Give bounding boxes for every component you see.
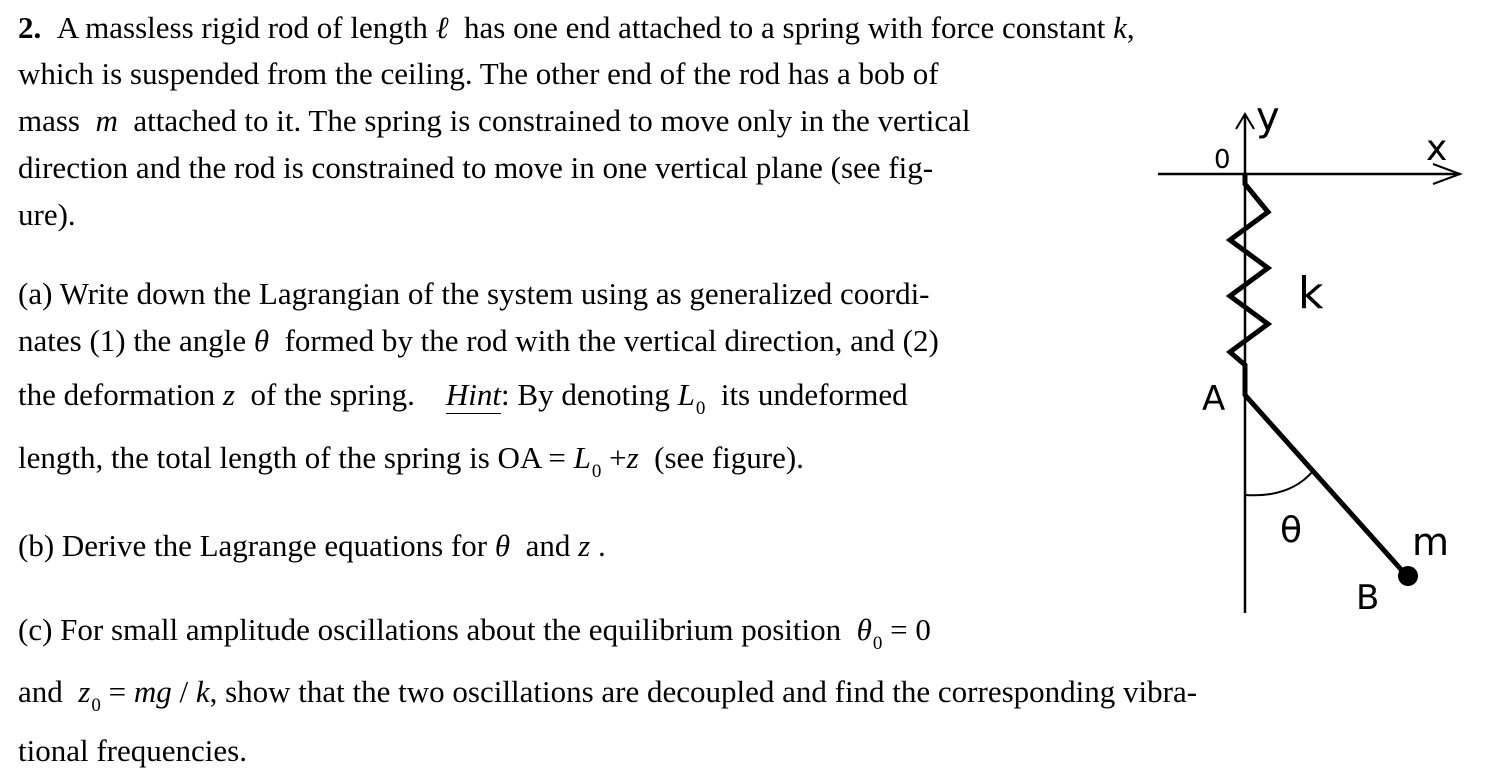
text: its undeformed — [720, 377, 908, 412]
text: (b) Derive the Lagrange equations for — [18, 528, 488, 563]
text: , — [1126, 10, 1135, 45]
part-a-line-2 — [18, 325, 939, 356]
text: (c) For small amplitude oscillations about the equilibrium position — [18, 612, 842, 647]
point-b-label: B — [1356, 578, 1380, 618]
spring-constant-label: k — [1298, 268, 1324, 319]
symbol-L: L — [573, 440, 591, 475]
rod — [1245, 395, 1406, 575]
part-c-line-2 — [18, 674, 1198, 716]
symbol-mg: mg — [133, 674, 172, 709]
text: : By denoting — [501, 377, 670, 412]
text: and — [18, 674, 63, 709]
problem-line-2: which is suspended from the ceiling. The other end of the rod has a bob of — [18, 56, 939, 91]
subscript: 0 — [591, 461, 602, 482]
subscript: 0 — [872, 633, 883, 654]
spring-rod-diagram — [1150, 80, 1480, 620]
part-a-line-4 — [18, 440, 804, 482]
symbol-theta: θ — [494, 528, 511, 563]
symbol-theta: θ — [856, 612, 872, 647]
text: + — [609, 440, 627, 475]
problem-line-1 — [18, 12, 1135, 43]
text: and — [525, 528, 571, 563]
problem-line-3 — [18, 105, 970, 136]
text: = 0 — [890, 612, 931, 647]
text: (see figure). — [654, 440, 804, 475]
symbol-L: L — [677, 377, 695, 412]
subscript: 0 — [695, 398, 706, 419]
text: attached to it. The spring is constrained to move only in the vertical — [133, 103, 971, 138]
symbol-k: k — [1113, 10, 1127, 45]
hint-label: Hint — [445, 377, 502, 412]
angle-arc — [1245, 471, 1313, 495]
symbol-z: z — [578, 528, 591, 563]
text: of the spring. — [250, 377, 415, 412]
text: / — [179, 674, 189, 709]
text: A massless rigid rod of length — [56, 10, 428, 45]
text: has one end attached to a spring with force constant — [464, 10, 1106, 45]
symbol-z: z — [626, 440, 639, 475]
symbol-z: z — [222, 377, 235, 412]
subscript: 0 — [91, 695, 101, 716]
symbol-m: m — [95, 103, 118, 138]
symbol-k: k — [195, 674, 210, 709]
text: length, the total length of the spring is OA = — [18, 440, 566, 475]
text: mass — [18, 103, 80, 138]
problem-line-4: direction and the rod is constrained to move in one vertical plane (see fig- — [18, 150, 934, 185]
problem-line-5: ure). — [18, 197, 76, 232]
symbol-theta: θ — [253, 323, 270, 358]
mass-label: m — [1412, 520, 1450, 564]
point-a-label: A — [1202, 379, 1226, 419]
part-a-line-3 — [18, 377, 908, 419]
angle-theta-label: θ — [1280, 510, 1303, 551]
bob-mass — [1398, 566, 1418, 586]
text: = — [108, 674, 127, 709]
origin-label: 0 — [1214, 145, 1231, 175]
spring-coil — [1230, 174, 1268, 395]
symbol-ell: ℓ — [435, 10, 449, 45]
part-a-line-1: (a) Write down the Lagrangian of the system using as generalized coordi- — [18, 276, 930, 311]
part-c-line-1 — [18, 612, 931, 654]
text: formed by the rod with the vertical direction, and (2) — [284, 323, 939, 358]
text: the deformation — [18, 377, 216, 412]
part-c-line-3: tional frequencies. — [18, 733, 247, 768]
symbol-z: z — [78, 674, 91, 709]
text: nates (1) the angle — [18, 323, 247, 358]
part-b-line — [18, 530, 606, 561]
problem-number: 2. — [18, 10, 42, 45]
text: . — [597, 528, 606, 563]
x-axis-label: x — [1426, 128, 1448, 169]
y-axis-label: y — [1256, 94, 1280, 140]
text: , show that the two oscillations are decoupled and find the corresponding vibra- — [209, 674, 1198, 709]
